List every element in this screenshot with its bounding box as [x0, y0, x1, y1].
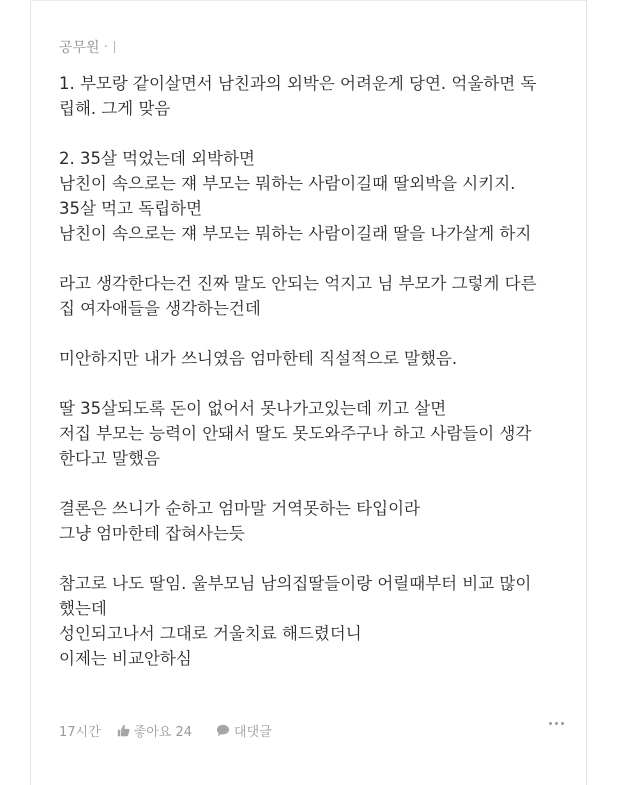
comment-text-line: 참고로 나도 딸임. 울부모님 남의집딸들이랑 어릴때부터 비교 많이	[59, 574, 532, 593]
paragraph-gap	[59, 321, 564, 346]
text-cursor-icon	[114, 41, 115, 53]
comment-author[interactable]: 공무원	[59, 40, 100, 56]
comment-text-line: 립해. 그게 맞음	[59, 99, 171, 118]
comment-text-line: 남친이 속으로는 쟤 부모는 뭐하는 사람이길때 딸외박을 시키지.	[59, 174, 516, 193]
comment-text-line: 35살 먹고 독립하면	[59, 199, 203, 218]
comment-text-line: 한다고 말했음	[59, 449, 160, 468]
comment-footer	[59, 720, 564, 740]
paragraph-gap	[59, 246, 564, 271]
paragraph-gap	[59, 546, 564, 571]
comment-text-line: 저집 부모는 능력이 안돼서 딸도 못도와주구나 하고 사람들이 생각	[59, 424, 532, 443]
more-options-button[interactable]	[546, 722, 564, 725]
comment-text-line: 집 여자애들을 생각하는건데	[59, 299, 261, 318]
comment-text-line: 딸 35살되도록 돈이 없어서 못나가고있는데 끼고 살면	[59, 399, 447, 418]
reply-label: 대댓글	[234, 724, 272, 740]
comment-text-line: 결론은 쓰니가 순하고 엄마말 거역못하는 타입이라	[59, 499, 420, 518]
comment-card	[30, 0, 587, 785]
comment-text-line: 라고 생각한다는건 진짜 말도 안되는 억지고 님 부모가 그렇게 다른	[59, 274, 537, 293]
thumbs-up-icon	[117, 724, 130, 737]
speech-bubble-icon	[216, 724, 230, 737]
header-separator: ·	[103, 39, 109, 55]
comment-text-line: 남친이 속으로는 쟤 부모는 뭐하는 사람이길래 딸을 나가살게 하지	[59, 224, 532, 243]
comment-text-line: 성인되고나서 그대로 거울치료 해드렸더니	[59, 624, 362, 643]
comment-body	[59, 71, 564, 671]
like-button[interactable]	[117, 721, 192, 740]
comment-text-line: 2. 35살 먹었는데 외박하면	[59, 149, 255, 168]
comment-text-line: 했는데	[59, 599, 107, 618]
more-dot-icon	[555, 722, 558, 725]
comment-time: 17시간	[59, 724, 101, 740]
comment-text-line: 1. 부모랑 같이살면서 남친과의 외박은 어려운게 당연. 억울하면 독	[59, 74, 537, 93]
more-dot-icon	[549, 722, 552, 725]
paragraph-gap	[59, 471, 564, 496]
comment-text-line: 그냥 엄마한테 잡혀사는듯	[59, 524, 245, 543]
like-label: 좋아요 24	[133, 724, 193, 740]
more-dot-icon	[561, 722, 564, 725]
comment-header	[59, 37, 115, 57]
paragraph-gap	[59, 121, 564, 146]
reply-button[interactable]	[216, 721, 272, 740]
comment-text-line: 미안하지만 내가 쓰니였음 엄마한테 직설적으로 말했음.	[59, 349, 458, 368]
comment-text-line: 이제는 비교안하심	[59, 649, 192, 668]
paragraph-gap	[59, 371, 564, 396]
